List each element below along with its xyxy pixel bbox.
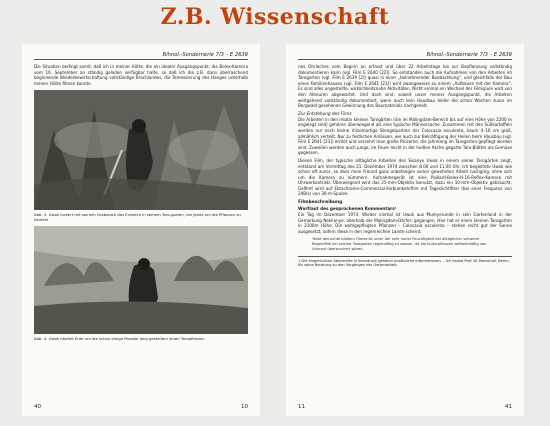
page-number-right-outer: 41	[505, 404, 512, 410]
site-title: Z.B. Wissenschaft	[160, 4, 390, 30]
page-number-right-inner: 11	[298, 404, 305, 410]
photo-figure-4	[34, 226, 248, 334]
page-number-left-inner: 10	[241, 404, 248, 410]
section-heading-origin: Zur Entstehung des Films	[298, 110, 352, 116]
right-paragraph-2: Die Arbeiten in den relativ kleinen Tarogärten (die im Malingdam-Bereich bis auf eine Höhe von 2200 m angelegt sind) gehören überwiegend als eine typische Männersache. Zusammen mit den Süßkartoffeln werden nur noch kleine rhizomartige Stengelpartien der Colocasia esculenta, kaum 4–10 cm groß, allmählich verteilt. Nur zu festlichen Anlässen, wie auch zur Bekräftigung der Heilen beim Hausbau (vgl. Film E 2641 [23]) erntet und verzehrt man große Rhizome, die jahrelang im Tarogarten gepflegt worden sind. Zuweilen werden auch junge, im Feuer leicht in der heißen Asche gegarte Taro-Blätter als Gemüse gegessen.	[298, 116, 512, 156]
right-paragraph-4: Ein Tag im Dezember 1974. Wieder einmal ist Uwok aus Mumyerunde in sein Gartenland in der Gemarkung Nekilunye, oberhalb der Malingdam-Dörfer, gegangen. Hier hat er einen kleinen Tarogarten in 2100m Höhe. Die wohlgepflegten Pflanzen – Colocasia esculenta – stehen recht gut der Sonne ausgesetzt, sofern diese in den regenreichen Lande scheint.	[298, 212, 512, 234]
right-page	[286, 44, 524, 416]
photo-image-3	[34, 90, 248, 210]
subheading-commentary: Wortlaut des gesprochenen Kommentars¹	[298, 206, 397, 212]
footnote: 1 Die eingerückten Abschnitte in Kleindruck gehören zusätzliche Informationen. – Ich danke Prof. W. Marschall, Berlin, für seine Beratung zu den Vorgängen der Gartenarbeit.	[298, 256, 512, 268]
right-paragraph-3: Diesen Film, der typische alltägliche Arbeiten des Sisanye Uwok in einem seiner Tarogärten zeigt, entstand am Vormittag des 21. Dezember 1974 zwischen 8.00 und 11.00 Uhr. Ich begleitete Uwok wie schon oft zuvor, so dass mein Freund ganz unbefangen seiner gewohnten Arbeit nachging, ohne sich um die Kamera zu kümmern. Aufnahmegerät ist eine Paillard-Bolex-H-16-Reflex-Kamera mit Uhrwerkantrieb. Überwiegend wird das 25-mm-Objektiv benutzt, dazu ein 10-mm-Objektiv gebraucht. Gefilmt wird auf Ektachrome-Commercial-Farbumkehrfilm mit Tageslichtfilter (bei einer Frequenz von 24B/s) von 30-m-Spulen.	[298, 157, 512, 197]
page-number-left-outer: 40	[34, 404, 41, 410]
right-paragraph-1: nes Ohrlaches vom Beginn an erfasst und über 22 Arbeitstage bis zur Bepflanzung vollständig dokumentieren kann (vgl. Film E 2640 [22]). So entstanden auch die Aufnahmen von den Arbeiten im Tarogarten (vgl. Film E 2639 [2]) quasi in einer „teilnehmender Beobachtung“, und gleichfalls der Bau eines Familienhauses (vgl. Film E 2641 [23]) wird zwangsweise zu einem „Aufbauen mit der Kamera“. Es sind alles ungestellte, wirklichkeitsnahe Aktivitäten. Nicht einmal ein Wechsel der Filmspule wird von den Akteuren abgewartet. Und doch sind, soweit unser meiner Ausgangspunkt, die Arbeiten weitgehend vollständig dokumentiert, wenn auch kein Hausbau leider die schon Wochen zuvor im Bergwald gesehenen Gewinnung des Baumaterials nachgeholt.	[298, 64, 512, 109]
right-body-2	[298, 117, 512, 197]
caption-figure-3: Abb. 3. Uwok lockert mit seinem Grabstock das Erdreich in seinem Taro-garten, um jenes um die Pflanzen zu häufeln	[34, 212, 241, 223]
indented-note: Texte des echte bildlern Filmes ist unter der sehr hoher Feuchtigkeit bei alltäglicher schwerer Regenfälle ein solcher Tarogarten regelmäßig zu wasser, da die Kulturpflanzen weitestmäßig von Unkraut überwuchert wären.	[312, 237, 487, 252]
left-intro-text	[34, 64, 248, 86]
right-body-3	[298, 212, 512, 234]
photo-figure-3	[34, 90, 248, 210]
right-body-1	[298, 64, 512, 109]
section-heading-film-description: Filmbeschreibung	[298, 200, 343, 206]
left-page	[22, 44, 260, 416]
running-header-right: Bihnol.-Sondernerie 7/3 – E 2639	[298, 52, 512, 60]
running-header-left: Bihnol.-Sondernerie 7/3 – E 2639	[34, 52, 248, 60]
photo-image-4	[34, 226, 248, 334]
caption-figure-4: Abb. 4. Uwok häufelt Erde um die schon einige Monate lang gestellten einen Taropflanzer.	[34, 336, 205, 342]
left-intro-paragraph: Die Situation bedingt somit, daß ich in meiner Hütte, die ein idealer Ausgangspunkt, die Bolex-Kamera vom 16. September an ständig geladen verfügbar halte, so daß ich die z.B. dann überraschend beginnende Wiederbewirtschaftung vollständige Brachlandes, die Temessierung des Hanges unterhalb meiner Hütte filmen konnte.	[34, 64, 248, 86]
